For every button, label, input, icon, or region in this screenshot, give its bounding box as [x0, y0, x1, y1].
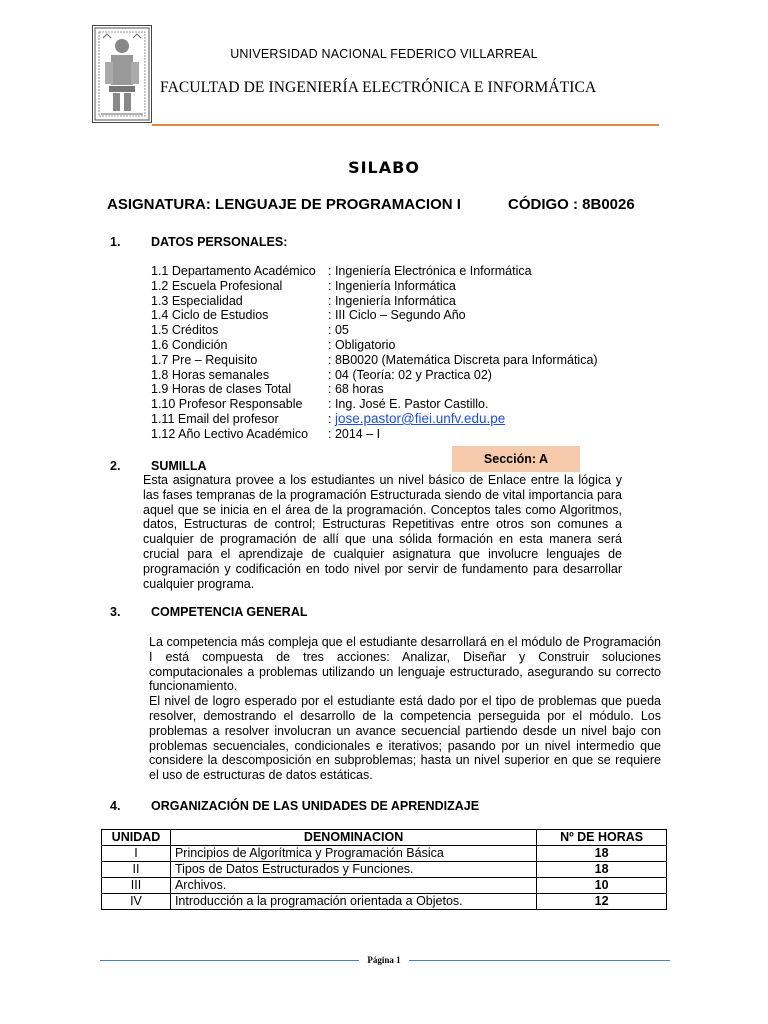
table-row [102, 894, 667, 910]
course-code: CÓDIGO : 8B0026 [508, 196, 635, 213]
field-label: 1.6 Condición [151, 337, 228, 352]
email-prefix: : [328, 411, 335, 426]
cell-denominacion: Archivos. [170, 878, 536, 894]
document-title: SILABO [348, 158, 420, 177]
seal-icon [93, 26, 151, 122]
field-value: : Obligatorio [328, 337, 396, 352]
field-label: 1.11 Email del profesor [151, 411, 279, 426]
cell-unidad: IV [102, 894, 171, 910]
personal-data-labels [151, 264, 321, 442]
competencia-paragraph-1: La competencia más compleja que el estudiante desarrollará en el módulo de Programación I está compuesta de tres acciones: Analizar, Diseñar y Construir soluciones computacionales a problemas utilizando un lenguaje estructurado, asegurando su correcto funcionamiento. [149, 635, 661, 694]
cell-unidad: III [102, 878, 171, 894]
field-value: : Ingeniería Electrónica e Informática [328, 264, 532, 278]
page-number: Página 1 [359, 953, 409, 967]
cell-unidad: I [102, 846, 171, 862]
units-table [101, 829, 667, 910]
field-value: : 8B0020 (Matemática Discreta para Informática) [328, 352, 598, 367]
professor-email-link[interactable]: jose.pastor@fiei.unfv.edu.pe [334, 410, 506, 426]
cell-denominacion: Tipos de Datos Estructurados y Funciones. [170, 862, 536, 878]
field-value: : Ingeniería Informática [328, 278, 456, 293]
section-badge: Sección: A [452, 446, 580, 472]
cell-unidad: II [102, 862, 171, 878]
field-label: 1.2 Escuela Profesional [151, 278, 283, 293]
field-label: 1.4 Ciclo de Estudios [151, 308, 269, 323]
header-horas: Nº DE HORAS [537, 830, 667, 846]
email-field-value [328, 412, 658, 427]
field-value: : 2014 – I [328, 426, 381, 441]
section-2-number: 2. [110, 459, 121, 473]
field-value: : 04 (Teoría: 02 y Practica 02) [328, 367, 492, 382]
cell-horas: 12 [537, 894, 667, 910]
section-2-title: SUMILLA [151, 459, 207, 473]
competencia-text [149, 635, 661, 783]
section-3-title: COMPETENCIA GENERAL [151, 605, 308, 619]
course-name: ASIGNATURA: LENGUAJE DE PROGRAMACION I [107, 196, 461, 213]
cell-horas: 18 [537, 862, 667, 878]
field-label: 1.3 Especialidad [151, 293, 243, 308]
section-1-number: 1. [110, 235, 121, 249]
field-label: 1.1 Departamento Académico [151, 264, 316, 278]
competencia-paragraph-2: El nivel de logro esperado por el estudiante está dado por el tipo de problemas que pueda resolver, demostrando el desarrollo de la competencia perseguida por el módulo. Los problemas a resolver involucran un avance secuencial partiendo desde un nivel bajo con problemas secuenciales, condicionales e iterativos; pasando por un nivel intermedio que considere la descomposición en subproblemas; hasta un nivel superior en que se requiere el uso de estructuras de datos estáticas. [149, 694, 661, 783]
field-label: 1.10 Profesor Responsable [151, 397, 303, 412]
cell-denominacion: Introducción a la programación orientada a Objetos. [170, 894, 536, 910]
header-denominacion: DENOMINACION [170, 830, 536, 846]
section-3-number: 3. [110, 605, 121, 619]
university-name: UNIVERSIDAD NACIONAL FEDERICO VILLARREAL [230, 47, 538, 61]
header-divider [152, 124, 659, 126]
field-label: 1.9 Horas de clases Total [151, 382, 292, 397]
field-value: : III Ciclo – Segundo Año [328, 308, 466, 323]
field-value: : 68 horas [328, 382, 384, 397]
personal-data-values [328, 264, 658, 442]
header-unidad: UNIDAD [102, 830, 171, 846]
university-seal-logo [92, 25, 152, 123]
cell-denominacion: Principios de Algorítmica y Programación Básica [170, 846, 536, 862]
table-row [102, 878, 667, 894]
table-header-row [102, 830, 667, 846]
table-row [102, 862, 667, 878]
cell-horas: 18 [537, 846, 667, 862]
section-4-number: 4. [110, 799, 121, 813]
table-row [102, 846, 667, 862]
field-label: 1.12 Año Lectivo Académico [151, 426, 309, 441]
cell-horas: 10 [537, 878, 667, 894]
field-value: : Ing. José E. Pastor Castillo. [328, 397, 489, 412]
section-4-title: ORGANIZACIÓN DE LAS UNIDADES DE APRENDIZAJE [151, 799, 480, 813]
field-label: 1.8 Horas semanales [151, 367, 270, 382]
field-value: : 05 [328, 323, 349, 338]
sumilla-paragraph: Esta asignatura provee a los estudiantes un nivel básico de Enlace entre la lógica y las fases tempranas de la programación Estructurada siendo de vital importancia para aquel que se inicia en el área de la programación. Conceptos tales como Algoritmos, datos, Estructuras de control; Estructuras Repetitivas entre otros son comunes a cualquier de programación de allí que una sólida formación en esta manera será crucial para el aprendizaje de cualquier asignatura que involucre lenguajes de programación y codificación en todo nivel por servir de fundamento para desarrollar cualquier programa. [143, 473, 622, 591]
field-label: 1.7 Pre – Requisito [151, 352, 258, 367]
section-1-title: DATOS PERSONALES: [151, 235, 288, 249]
faculty-name: FACULTAD DE INGENIERÍA ELECTRÓNICA E INFORMÁTICA [160, 79, 597, 96]
field-label: 1.5 Créditos [151, 323, 219, 338]
field-value: : Ingeniería Informática [328, 293, 456, 308]
